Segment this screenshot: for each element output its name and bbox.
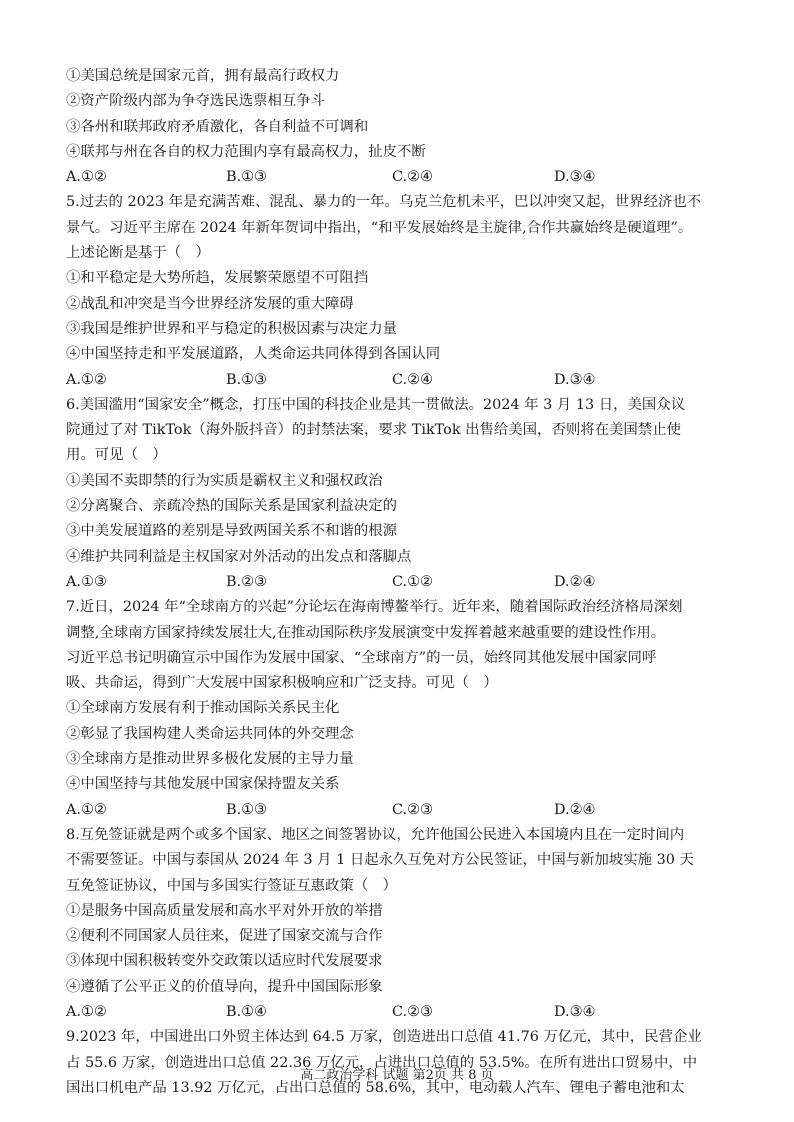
choice-d: D.③④ (554, 371, 596, 388)
option-line: ②彰显了我国构建人类命运共同体的外交理念 (66, 725, 354, 742)
question-stem-line: 习近平总书记明确宣示中国作为发展中国家、“全球南方”的一员，始终同其他发展中国家同呼 (66, 649, 657, 666)
question-4-tail (66, 64, 768, 190)
choice-b: B.①③ (226, 801, 267, 818)
question-stem-line: 调整,全球南方国家持续发展壮大,在推动国际秩序发展演变中发挥着越来越重要的建设性作用。 (66, 624, 666, 641)
answer-choices (66, 368, 768, 393)
choice-d: D.②④ (554, 801, 596, 818)
option-line: ③体现中国积极转变外交政策以适应时代发展要求 (66, 953, 383, 970)
choice-b: B.①④ (226, 1003, 267, 1020)
option-line: ③各州和联邦政府矛盾激化，各自利益不可调和 (66, 118, 369, 135)
question-6 (66, 393, 768, 595)
choice-b: B.①③ (226, 169, 267, 186)
question-stem-line: 吸、共命运，得到广大发展中国家积极响应和广泛支持。可见（ ） (66, 675, 498, 692)
question-stem-line: 上述论断是基于（ ） (66, 245, 210, 262)
choice-a: A.①② (66, 169, 107, 186)
choice-a: A.①② (66, 801, 107, 818)
question-stem-line: 6.美国滥用“国家安全”概念，打压中国的科技企业是其一贯做法。2024 年 3 月 13 日，美国众议 (66, 396, 686, 413)
choice-a: A.①② (66, 371, 107, 388)
question-5 (66, 190, 768, 392)
choice-c: C.①② (392, 573, 433, 590)
option-line: ④联邦与州在各自的权力范围内享有最高权力，扯皮不断 (66, 143, 426, 160)
answer-choices (66, 1000, 768, 1025)
option-line: ③全球南方是推动世界多极化发展的主导力量 (66, 751, 354, 768)
question-7 (66, 595, 768, 823)
question-stem-line: 国出口机电产品 13.92 万亿元，占出口总值的 58.6%，其中，电动载人汽车、锂电子蓄电池和太 (66, 1079, 685, 1096)
option-line: ④中国坚持与其他发展中国家保持盟友关系 (66, 776, 340, 793)
choice-d: D.③④ (554, 1003, 596, 1020)
answer-choices (66, 570, 768, 595)
choice-b: B.①③ (226, 371, 267, 388)
choice-b: B.②③ (226, 573, 267, 590)
option-line: ④中国坚持走和平发展道路，人类命运共同体得到各国认同 (66, 346, 441, 363)
option-line: ④遵循了公平正义的价值导向，提升中国国际形象 (66, 978, 383, 995)
choice-c: C.②③ (392, 801, 433, 818)
question-stem-line: 不需要签证。中国与泰国从 2024 年 3 月 1 日起永久互免对方公民签证，中国与新加坡实施 30 天 (66, 852, 694, 869)
option-line: ②战乱和冲突是当今世界经济发展的重大障碍 (66, 295, 354, 312)
question-stem-line: 5.过去的 2023 年是充满苦难、混乱、暴力的一年。乌克兰危机未平，巴以冲突又起，世界经济也不 (66, 194, 702, 211)
option-line: ①美国总统是国家元首，拥有最高行政权力 (66, 68, 340, 84)
question-stem-line: 互免签证协议，中国与多国实行签证互惠政策（ ） (66, 877, 397, 894)
choice-c: C.②③ (392, 1003, 433, 1020)
option-line: ①美国不卖即禁的行为实质是霸权主义和强权政治 (66, 472, 383, 489)
choice-c: C.②④ (392, 169, 433, 186)
option-line: ②资产阶级内部为争夺选民选票相互争斗 (66, 93, 326, 110)
option-line: ②便利不同国家人员往来，促进了国家交流与合作 (66, 928, 383, 945)
question-8 (66, 823, 768, 1025)
question-stem-line: 占 55.6 万家，创造进出口总值 22.36 万亿元，占进出口总值的 53.5%。在所有进出口贸易中，中 (66, 1054, 698, 1071)
option-line: ①和平稳定是大势所趋，发展繁荣愿望不可阻挡 (66, 270, 369, 287)
question-stem-line: 9.2023 年，中国进出口外贸主体达到 64.5 万家，创造进出口总值 41.76 万亿元，其中，民营企业 (66, 1029, 702, 1046)
choice-a: A.①② (66, 1003, 107, 1020)
choice-d: D.②④ (554, 573, 596, 590)
option-line: ①全球南方发展有利于推动国际关系民主化 (66, 700, 340, 717)
option-line: ③我国是维护世界和平与稳定的积极因素与决定力量 (66, 320, 397, 337)
choice-a: A.①③ (66, 573, 107, 590)
question-content (66, 64, 768, 1101)
question-stem-line: 8.互免签证就是两个或多个国家、地区之间签署协议，允许他国公民进入本国境内且在一定时间内 (66, 826, 685, 843)
choice-c: C.②④ (392, 371, 433, 388)
option-line: ③中美发展道路的差别是导致两国关系不和谐的根源 (66, 523, 397, 540)
question-stem-line: 7.近日，2024 年“全球南方的兴起”分论坛在海南博鳌举行。近年来，随着国际政治经济格局深刻 (66, 599, 683, 616)
question-stem-line: 用。可见（ ） (66, 447, 167, 464)
answer-choices (66, 165, 768, 190)
choice-d: D.③④ (554, 169, 596, 186)
option-line: ①是服务中国高质量发展和高水平对外开放的举措 (66, 902, 383, 919)
question-stem-line: 院通过了对 TikTok（海外版抖音）的封禁法案，要求 TikTok 出售给美国，否则将在美国禁止使 (66, 422, 681, 439)
answer-choices (66, 798, 768, 823)
option-line: ②分离聚合、亲疏冷热的国际关系是国家利益决定的 (66, 498, 397, 515)
option-line: ④维护共同利益是主权国家对外活动的出发点和落脚点 (66, 548, 412, 565)
question-stem-line: 景气。习近平主席在 2024 年新年贺词中指出，“和平发展始终是主旋律,合作共赢始终是硬道理”。 (66, 219, 693, 236)
page-footer: 高二政治学科 试题 第2页 共 8 页 (300, 1068, 494, 1083)
